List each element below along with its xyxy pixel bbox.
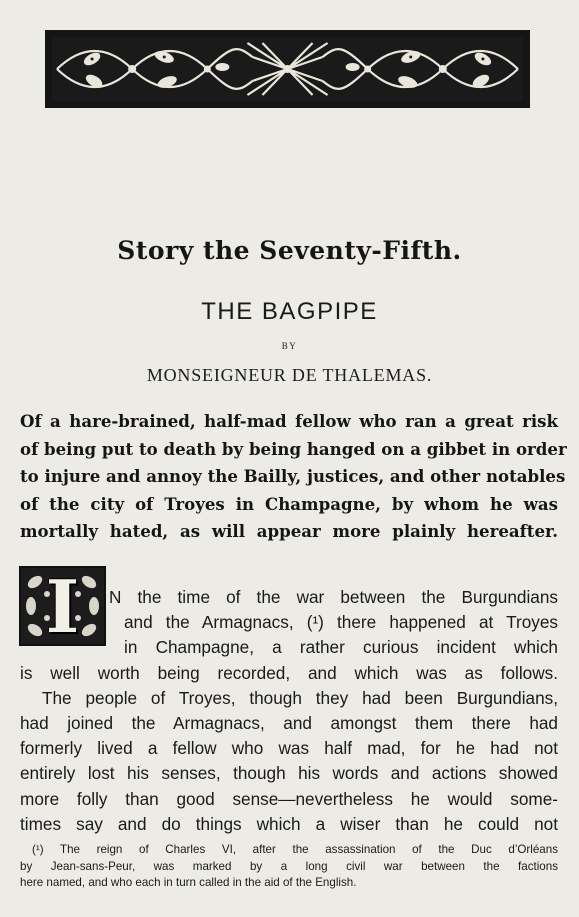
footnote-line: (¹) The reign of Charles VI, after the assassination of the Duc d’Orléans	[32, 843, 558, 856]
story-title: Story the Seventy-Fifth.	[117, 236, 462, 265]
body-line: entirely lost his senses, though his words and actions showed	[20, 763, 558, 784]
story-argument	[20, 408, 567, 546]
argument-line: mortally hated, as will appear more plainly hereafter.	[20, 521, 558, 541]
body-line: N the time of the war between the Burgundians	[109, 587, 558, 607]
story-subtitle: THE BAGPIPE	[201, 298, 378, 325]
body-line: times say and do things which a wiser than he could not	[20, 813, 558, 834]
footnote-line: by Jean-sans-Peur, was marked by a long civil war between the factions	[20, 859, 558, 873]
body-line: and the Armagnacs, (¹) there happened at Troyes	[124, 612, 558, 633]
argument-line: of the city of Troyes in Champagne, by whom he was	[20, 493, 558, 514]
story-body	[20, 585, 558, 837]
footnote-line: here named, and who each in turn called in the aid of the English.	[20, 876, 357, 889]
body-line: had joined the Armagnacs, and amongst them there had	[20, 712, 558, 733]
oak-leaf-ornament-icon	[52, 37, 523, 101]
body-line: is well worth being recorded, and which was as follows.	[20, 662, 558, 683]
argument-line: to injure and annoy the Bailly, justices, and other notables	[20, 466, 566, 486]
argument-line: of being put to death by being hanged on a gibbet in order	[20, 438, 567, 459]
ornamental-headpiece	[45, 30, 530, 108]
body-line: more folly than good sense—nevertheless he would some-	[20, 788, 558, 809]
author-name: MONSEIGNEUR DE THALEMAS.	[146, 365, 433, 385]
argument-line: Of a hare-brained, half-mad fellow who ran a great risk	[20, 411, 558, 431]
body-line: in Champagne, a rather curious incident which	[124, 637, 558, 658]
body-line: The people of Troyes, though they had been Burgundians,	[42, 687, 558, 708]
body-line: formerly lived a fellow who was half mad, for he had not	[20, 738, 558, 759]
by-label: BY	[281, 341, 298, 351]
footnote	[20, 842, 558, 892]
drop-cap-letter: I	[45, 563, 80, 649]
